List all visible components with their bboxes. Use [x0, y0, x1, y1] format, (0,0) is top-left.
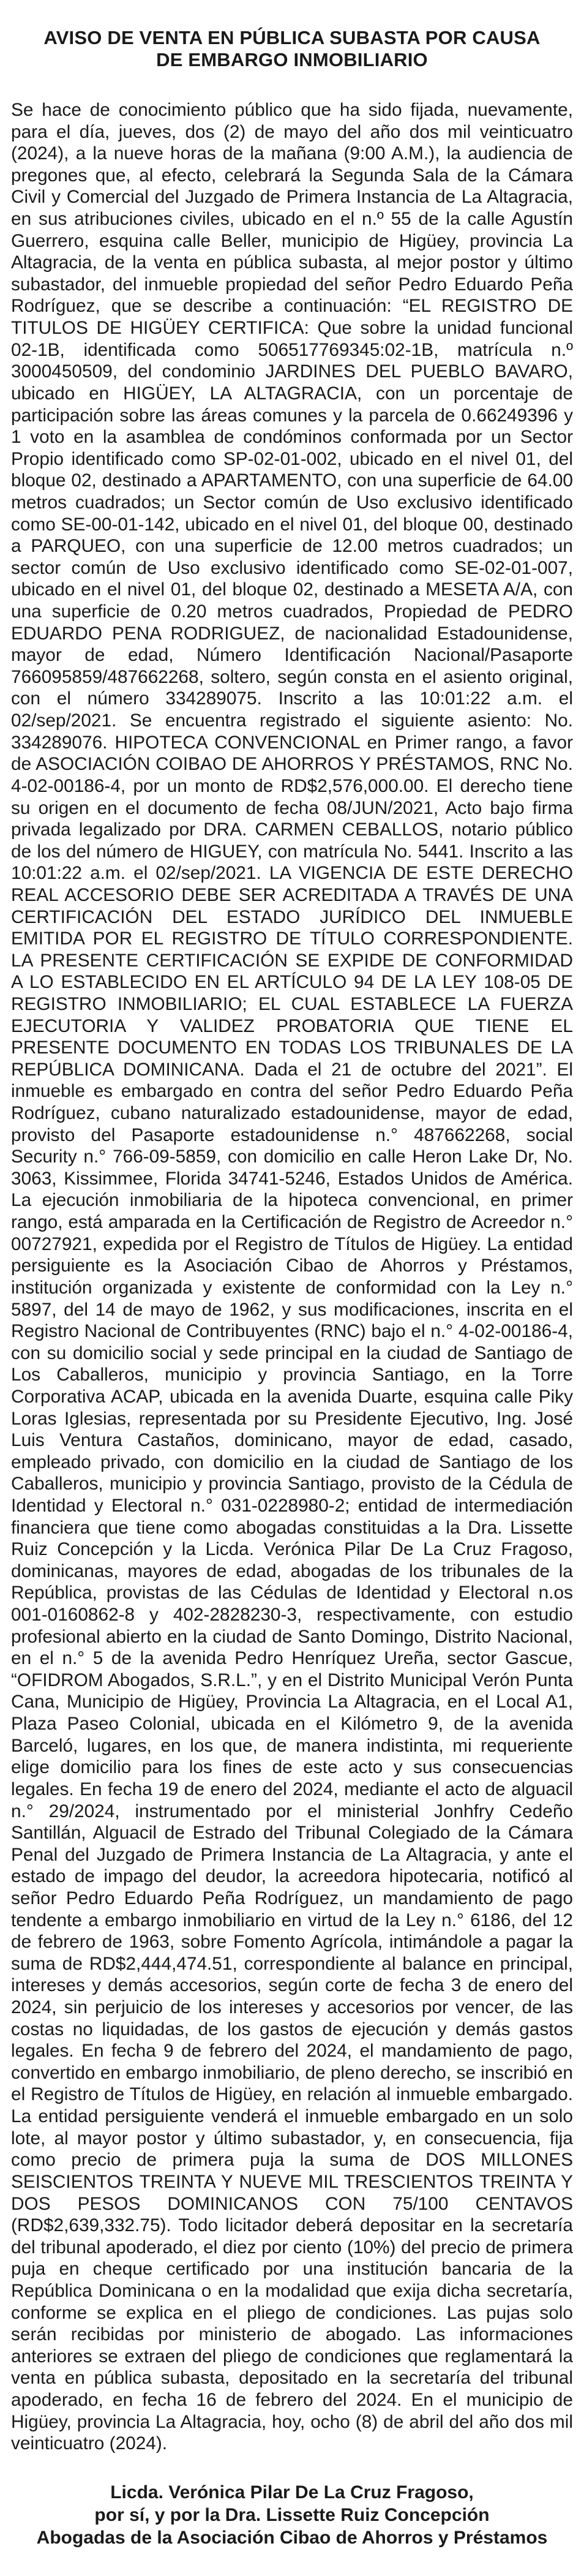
notice-title [11, 27, 573, 71]
notice-signature [11, 2481, 573, 2552]
signature-line-2: por sí, y por la Dra. Lissette Ruiz Concepción [94, 2505, 490, 2525]
notice-body: Se hace de conocimiento público que ha sido fijada, nuevamente, para el día, jueves, dos (2) de mayo del año dos mil veinticuatro (2024), a la nueve horas de la mañana (9:00 A.M.), la audiencia de pregones que, al efecto, celebrará la Segunda Sala de la Cámara Civil y Comercial del Juzgado de Primera Instancia de La Altagracia, en sus atribuciones civiles, ubicado en el n.º 55 de la calle Agustín Guerrero, esquina calle Beller, municipio de Higüey, provincia La Altagracia, de la venta en pública subasta, al mejor postor y último subastador, del inmueble propiedad del señor Pedro Eduardo Peña Rodríguez, que se describe a continuación: “EL REGISTRO DE TITULOS DE HIGÜEY CERTIFICA: Que sobre la unidad funcional 02-1B, identificada como 506517769345:02-1B, matrícula n.º 3000450509, del condominio JARDINES DEL PUEBLO BAVARO, ubicado en HIGÜEY, LA ALTAGRACIA, con un porcentaje de participación sobre las áreas comunes y la parcela de 0.66249396 y 1 voto en la asamblea de condóminos conformada por un Sector Propio identificado como SP-02-01-002, ubicado en el nivel 01, del bloque 02, destinado a APARTAMENTO, con una superficie de 64.00 metros cuadrados; un Sector común de Uso exclusivo identificado como SE-00-01-142, ubicado en el nivel 01, del bloque 00, destinado a PARQUEO, con una superficie de 12.00 metros cuadrados; un sector común de Uso exclusivo identificado como SE-02-01-007, ubicado en el nivel 01, del bloque 02, destinado a MESETA A/A, con una superficie de 0.20 metros cuadrados, Propiedad de PEDRO EDUARDO PENA RODRIGUEZ, de nacionalidad Estadounidense, mayor de edad, Número Identificación Nacional/Pasaporte 766095859/487662268, soltero, según consta en el asiento original, con el número 334289075. Inscrito a las 10:01:22 a.m. el 02/sep/2021. Se encuentra registrado el siguiente asiento: No. 334289076. HIPOTECA CONVENCIONAL en Primer rango, a favor de ASOCIACIÓN COIBAO DE AHORROS Y PRÉSTAMOS, RNC No. 4-02-00186-4, por un monto de RD$2,576,000.00. El derecho tiene su origen en el documento de fecha 08/JUN/2021, Acto bajo firma privada legalizado por DRA. CARMEN CEBALLOS, notario público de los del número de HIGUEY, con matrícula No. 5441. Inscrito a las 10:01:22 a.m. el 02/sep/2021. LA VIGENCIA DE ESTE DERECHO REAL ACCESORIO DEBE SER ACREDITADA A TRAVÉS DE UNA CERTIFICACIÓN DEL ESTADO JURÍDICO DEL INMUEBLE EMITIDA POR EL REGISTRO DE TÍTULO CORRESPONDIENTE. LA PRESENTE CERTIFICACIÓN SE EXPIDE DE CONFORMIDAD A LO ESTABLECIDO EN EL ARTÍCULO 94 DE LA LEY 108-05 DE REGISTRO INMOBILIARIO; EL CUAL ESTABLECE LA FUERZA EJECUTORIA Y VALIDEZ PROBATORIA QUE TIENE EL PRESENTE DOCUMENTO EN TODAS LOS TRIBUNALES DE LA REPÚBLICA DOMINICANA. Dada el 21 de octubre del 2021”. El inmueble es embargado en contra del señor Pedro Eduardo Peña Rodríguez, cubano naturalizado estadounidense, mayor de edad, provisto del Pasaporte estadounidense n.° 487662268, social Security n.° 766-09-5859, con domicilio en calle Heron Lake Dr, No. 3063, Kissimmee, Florida 34741-5246, Estados Unidos de América. La ejecución inmobiliaria de la hipoteca convencional, en primer rango, está amparada en la Certificación de Registro de Acreedor n.° 00727921, expedida por el Registro de Títulos de Higüey. La entidad persiguiente es la Asociación Cibao de Ahorros y Préstamos, institución organizada y existente de conformidad con la Ley n.° 5897, del 14 de mayo de 1962, y sus modificaciones, inscrita en el Registro Nacional de Contribuyentes (RNC) bajo el n.° 4-02-00186-4, con su domicilio social y sede principal en la ciudad de Santiago de Los Caballeros, municipio y provincia Santiago, en la Torre Corporativa ACAP, ubicada en la avenida Duarte, esquina calle Piky Loras Iglesias, representada por su Presidente Ejecutivo, Ing. José Luis Ventura Castaños, dominicano, mayor de edad, casado, empleado privado, con domicilio en la ciudad de Santiago de los Caballeros, municipio y provincia Santiago, provisto de la Cédula de Identidad y Electoral n.° 031-0228980-2; entidad de intermediación financiera que tiene como abogadas constituidas a la Dra. Lissette Ruiz Concepción y la Licda. Verónica Pilar De La Cruz Fragoso, dominicanas, mayores de edad, abogadas de los tribunales de la República, provistas de las Cédulas de Identidad y Electoral n.os 001-0160862-8 y 402-2828230-3, respectivamente, con estudio profesional abierto en la ciudad de Santo Domingo, Distrito Nacional, en el n.° 5 de la avenida Pedro Henríquez Ureña, sector Gascue, “OFIDROM Abogados, S.R.L.”, y en el Distrito Municipal Verón Punta Cana, Municipio de Higüey, Provincia La Altagracia, en el Local A1, Plaza Paseo Colonial, ubicada en el Kilómetro 9, de la avenida Barceló, lugares, en los que, de manera indistinta, mi requeriente elige domicilio para los fines de este acto y sus consecuencias legales. En fecha 19 de enero del 2024, mediante el acto de alguacil n.° 29/2024, instrumentado por el ministerial Jonhfry Cedeño Santillán, Alguacil de Estrado del Tribunal Colegiado de la Cámara Penal del Juzgado de Primera Instancia de La Altagracia, y ante el estado de impago del deudor, la acreedora hipotecaria, notificó al señor Pedro Eduardo Peña Rodríguez, un mandamiento de pago tendente a embargo inmobiliario en virtud de la Ley n.° 6186, del 12 de febrero de 1963, sobre Fomento Agrícola, intimándole a pagar la suma de RD$2,444,474.51, correspondiente al balance en principal, intereses y demás accesorios, según corte de fecha 3 de enero del 2024, sin perjuicio de los intereses y accesorios por vencer, de las costas no liquidadas, de los gastos de ejecución y demás gastos legales. En fecha 9 de febrero del 2024, el mandamiento de pago, convertido en embargo inmobiliario, de pleno derecho, se inscribió en el Registro de Títulos de Higüey, en relación al inmueble embargado. La entidad persiguiente venderá el inmueble embargado en un solo lote, al mayor postor y último subastador, y, en consecuencia, fija como precio de primera puja la suma de DOS MILLONES SEISCIENTOS TREINTA Y NUEVE MIL TRESCIENTOS TREINTA Y DOS PESOS DOMINICANOS CON 75/100 CENTAVOS (RD$2,639,332.75). Todo licitador deberá depositar en la secretaría del tribunal apoderado, el diez por ciento (10%) del precio de primera puja en cheque certificado por una institución bancaria de la República Dominicana o en la modalidad que exija dicha secretaría, conforme se explica en el pliego de condiciones. Las pujas solo serán recibidas por ministerio de abogado. Las informaciones anteriores se extraen del pliego de condiciones que reglamentará la venta en pública subasta, depositado en la secretaría del tribunal apoderado, en fecha 16 de febrero del 2024. En el municipio de Higüey, provincia La Altagracia, hoy, ocho (8) de abril del año dos mil veinticuatro (2024). [11, 100, 573, 2454]
signature-line-3: Abogadas de la Asociación Cibao de Ahorros y Préstamos [36, 2528, 548, 2548]
notice-title-line-2: DE EMBARGO INMOBILIARIO [156, 49, 428, 70]
notice-title-line-1: AVISO DE VENTA EN PÚBLICA SUBASTA POR CAUSA [43, 27, 541, 48]
signature-line-1: Licda. Verónica Pilar De La Cruz Fragoso, [110, 2482, 474, 2503]
